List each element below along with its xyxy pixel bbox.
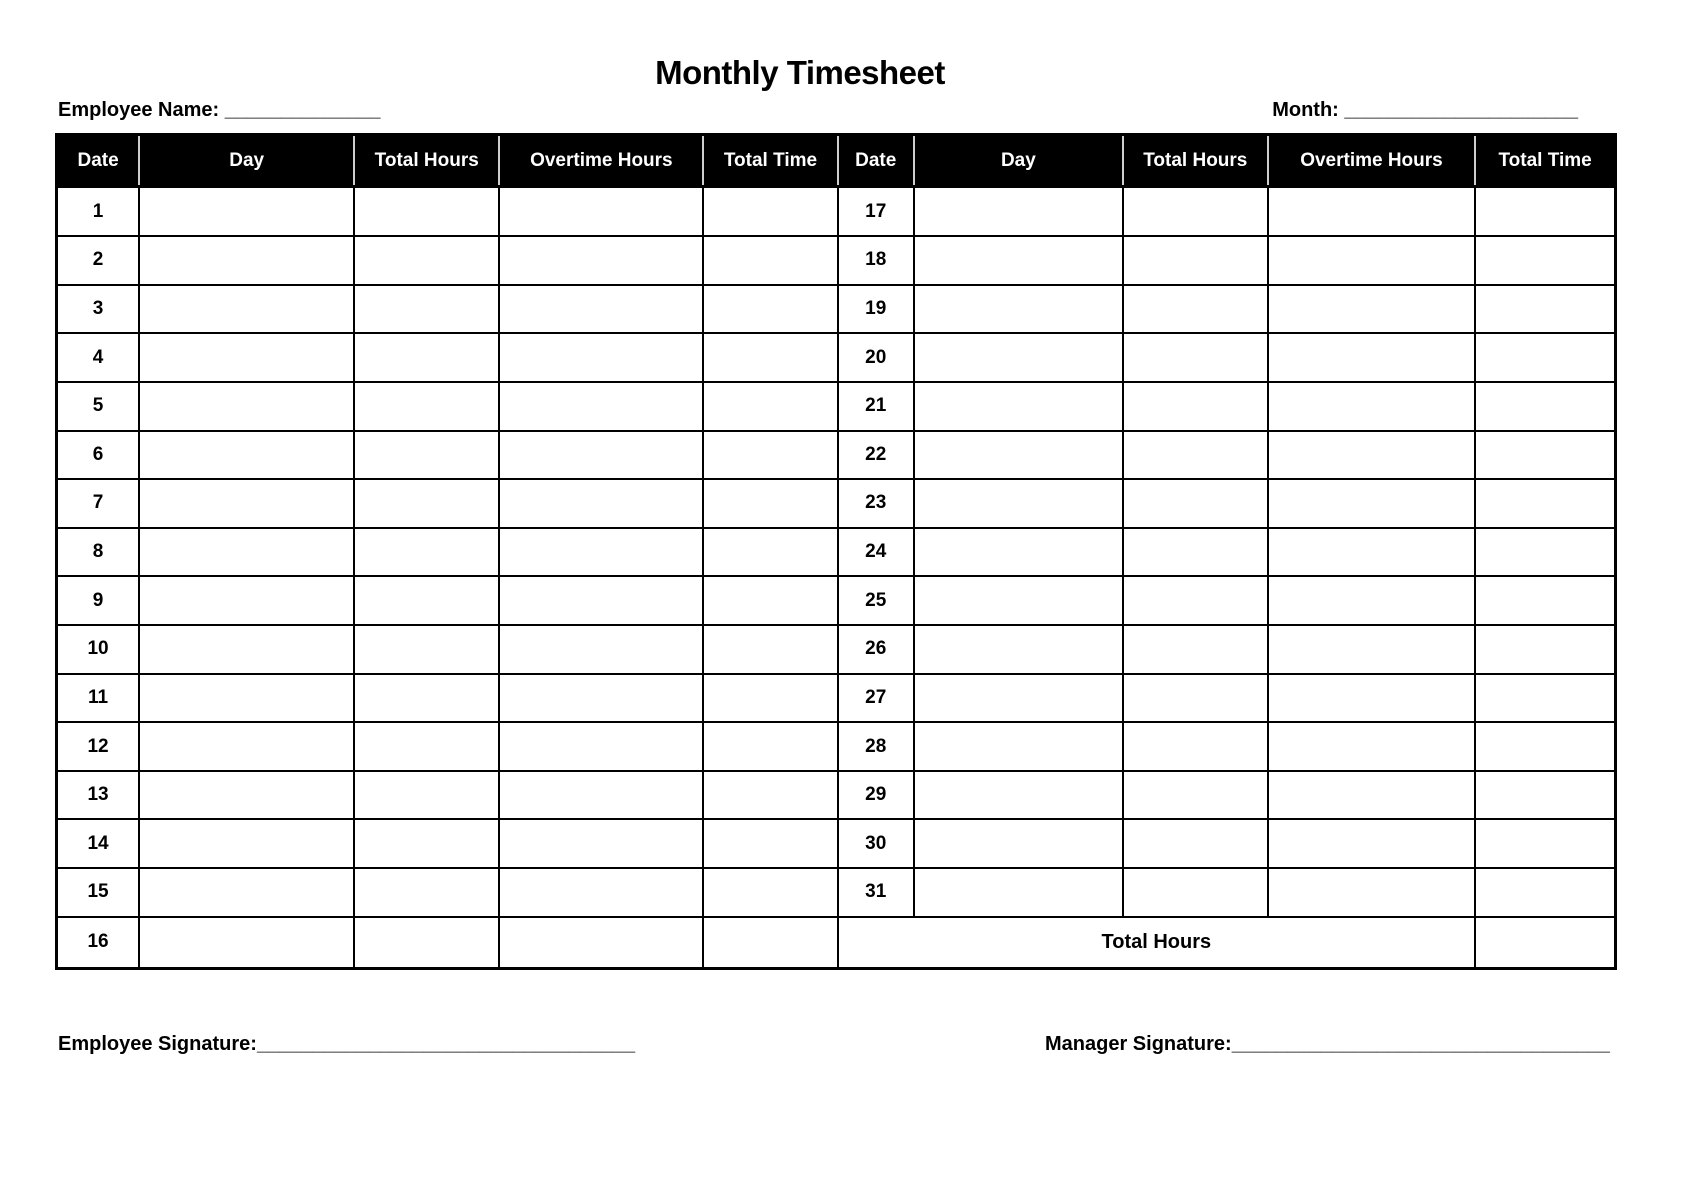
overtime-hours-cell xyxy=(499,917,703,969)
day-cell xyxy=(914,528,1123,577)
total-hours-cell xyxy=(1123,382,1268,431)
total-hours-cell xyxy=(1123,236,1268,285)
date-cell: 21 xyxy=(838,382,914,431)
overtime-hours-cell xyxy=(499,576,703,625)
date-cell: 2 xyxy=(57,236,140,285)
total-hours-cell xyxy=(354,236,499,285)
total-hours-cell xyxy=(1123,868,1268,917)
total-hours-cell xyxy=(1123,528,1268,577)
total-time-cell xyxy=(1475,333,1615,382)
table-row xyxy=(57,285,1616,334)
date-cell: 30 xyxy=(838,819,914,868)
overtime-hours-cell xyxy=(1268,625,1475,674)
day-cell xyxy=(139,528,354,577)
header-cell-day-right: Day xyxy=(914,135,1123,187)
total-hours-cell xyxy=(354,382,499,431)
table-row xyxy=(57,236,1616,285)
employee-signature-line: __________________________________ xyxy=(256,1033,636,1055)
overtime-hours-cell xyxy=(499,382,703,431)
timesheet-table xyxy=(55,133,1617,970)
date-cell: 23 xyxy=(838,479,914,528)
timesheet-body xyxy=(57,187,1616,969)
total-time-cell xyxy=(703,625,837,674)
header-cell-overtime-hours-right: Overtime Hours xyxy=(1268,135,1475,187)
total-hours-cell xyxy=(354,187,499,237)
overtime-hours-cell xyxy=(499,868,703,917)
day-cell xyxy=(139,868,354,917)
table-row xyxy=(57,479,1616,528)
overtime-hours-cell xyxy=(499,431,703,480)
table-row xyxy=(57,771,1616,820)
total-hours-cell xyxy=(354,479,499,528)
day-cell xyxy=(914,382,1123,431)
month-field xyxy=(1272,99,1578,122)
day-cell xyxy=(139,576,354,625)
employee-name-label: Employee Name: xyxy=(58,99,220,121)
total-hours-cell xyxy=(354,625,499,674)
date-cell: 29 xyxy=(838,771,914,820)
header-cell-total-hours-right: Total Hours xyxy=(1123,135,1268,187)
table-header xyxy=(57,135,1616,187)
total-hours-cell xyxy=(354,333,499,382)
day-cell xyxy=(914,868,1123,917)
table-row xyxy=(57,917,1616,969)
day-cell xyxy=(139,187,354,237)
total-time-cell xyxy=(703,236,837,285)
overtime-hours-cell xyxy=(1268,576,1475,625)
date-cell: 17 xyxy=(838,187,914,237)
total-time-cell xyxy=(1475,431,1615,480)
overtime-hours-cell xyxy=(1268,187,1475,237)
day-cell xyxy=(139,917,354,969)
overtime-hours-cell xyxy=(499,625,703,674)
total-time-cell xyxy=(1475,868,1615,917)
total-time-cell xyxy=(1475,674,1615,723)
day-cell xyxy=(914,236,1123,285)
date-cell: 5 xyxy=(57,382,140,431)
employee-signature-field xyxy=(58,1033,635,1056)
total-hours-cell xyxy=(354,674,499,723)
table-row xyxy=(57,431,1616,480)
table-row xyxy=(57,333,1616,382)
total-hours-cell xyxy=(1123,722,1268,771)
total-time-cell xyxy=(1475,771,1615,820)
day-cell xyxy=(914,722,1123,771)
month-blank: _____________________ xyxy=(1344,99,1578,121)
day-cell xyxy=(914,819,1123,868)
total-hours-cell xyxy=(1123,625,1268,674)
total-hours-label-cell: Total Hours xyxy=(838,917,1476,969)
manager-signature-label: Manager Signature: xyxy=(1045,1033,1232,1055)
total-hours-cell xyxy=(1123,333,1268,382)
day-cell xyxy=(139,479,354,528)
total-hours-cell xyxy=(1123,187,1268,237)
total-hours-cell xyxy=(354,771,499,820)
header-cell-date-left: Date xyxy=(57,135,140,187)
total-hours-cell xyxy=(354,819,499,868)
header-cell-date-right: Date xyxy=(838,135,914,187)
date-cell: 14 xyxy=(57,819,140,868)
total-hours-cell xyxy=(1123,674,1268,723)
day-cell xyxy=(139,431,354,480)
manager-signature-field xyxy=(1045,1033,1610,1056)
total-time-cell xyxy=(703,868,837,917)
total-time-cell xyxy=(703,674,837,723)
total-time-cell xyxy=(703,917,837,969)
overtime-hours-cell xyxy=(499,771,703,820)
total-time-cell xyxy=(1475,576,1615,625)
overtime-hours-cell xyxy=(1268,674,1475,723)
overtime-hours-cell xyxy=(1268,382,1475,431)
day-cell xyxy=(139,819,354,868)
total-hours-cell xyxy=(1123,479,1268,528)
table-row xyxy=(57,819,1616,868)
date-cell: 28 xyxy=(838,722,914,771)
overtime-hours-cell xyxy=(1268,431,1475,480)
date-cell: 24 xyxy=(838,528,914,577)
date-cell: 31 xyxy=(838,868,914,917)
header-row xyxy=(57,135,1616,187)
total-time-cell xyxy=(1475,479,1615,528)
day-cell xyxy=(914,576,1123,625)
total-time-cell xyxy=(703,285,837,334)
total-time-cell xyxy=(703,528,837,577)
day-cell xyxy=(914,479,1123,528)
date-cell: 13 xyxy=(57,771,140,820)
overtime-hours-cell xyxy=(499,819,703,868)
total-time-cell xyxy=(1475,819,1615,868)
overtime-hours-cell xyxy=(1268,722,1475,771)
header-cell-total-hours-left: Total Hours xyxy=(354,135,499,187)
day-cell xyxy=(139,722,354,771)
day-cell xyxy=(139,285,354,334)
total-time-cell xyxy=(1475,285,1615,334)
total-time-cell xyxy=(703,771,837,820)
day-cell xyxy=(139,236,354,285)
overtime-hours-cell xyxy=(1268,285,1475,334)
overtime-hours-cell xyxy=(1268,479,1475,528)
total-time-cell xyxy=(1475,187,1615,237)
date-cell: 3 xyxy=(57,285,140,334)
total-time-cell xyxy=(703,819,837,868)
overtime-hours-cell xyxy=(1268,333,1475,382)
total-hours-cell xyxy=(354,917,499,969)
date-cell: 12 xyxy=(57,722,140,771)
overtime-hours-cell xyxy=(499,187,703,237)
total-time-cell xyxy=(703,576,837,625)
overtime-hours-cell xyxy=(499,285,703,334)
date-cell: 26 xyxy=(838,625,914,674)
total-hours-value-cell xyxy=(1475,917,1615,969)
total-hours-cell xyxy=(1123,771,1268,820)
date-cell: 20 xyxy=(838,333,914,382)
overtime-hours-cell xyxy=(499,722,703,771)
date-cell: 19 xyxy=(838,285,914,334)
date-cell: 7 xyxy=(57,479,140,528)
employee-name-field xyxy=(58,99,380,122)
overtime-hours-cell xyxy=(1268,771,1475,820)
day-cell xyxy=(914,187,1123,237)
date-cell: 15 xyxy=(57,868,140,917)
date-cell: 27 xyxy=(838,674,914,723)
date-cell: 11 xyxy=(57,674,140,723)
date-cell: 18 xyxy=(838,236,914,285)
total-time-cell xyxy=(1475,382,1615,431)
total-time-cell xyxy=(1475,528,1615,577)
date-cell: 1 xyxy=(57,187,140,237)
overtime-hours-cell xyxy=(499,479,703,528)
total-time-cell xyxy=(703,382,837,431)
total-hours-cell xyxy=(354,722,499,771)
total-time-cell xyxy=(703,479,837,528)
total-time-cell xyxy=(1475,236,1615,285)
table-row xyxy=(57,722,1616,771)
overtime-hours-cell xyxy=(1268,236,1475,285)
date-cell: 9 xyxy=(57,576,140,625)
day-cell xyxy=(914,285,1123,334)
day-cell xyxy=(139,674,354,723)
table-row xyxy=(57,625,1616,674)
table-row xyxy=(57,674,1616,723)
month-label: Month: xyxy=(1272,99,1339,121)
day-cell xyxy=(914,771,1123,820)
total-hours-cell xyxy=(1123,431,1268,480)
header-cell-overtime-hours-left: Overtime Hours xyxy=(499,135,703,187)
header-cell-total-time-right: Total Time xyxy=(1475,135,1615,187)
date-cell: 16 xyxy=(57,917,140,969)
total-hours-cell xyxy=(354,528,499,577)
total-time-cell xyxy=(703,333,837,382)
header-cell-total-time-left: Total Time xyxy=(703,135,837,187)
total-hours-cell xyxy=(354,576,499,625)
day-cell xyxy=(914,333,1123,382)
total-time-cell xyxy=(703,722,837,771)
manager-signature-line: __________________________________ xyxy=(1231,1033,1610,1055)
table-row xyxy=(57,187,1616,237)
day-cell xyxy=(139,625,354,674)
overtime-hours-cell xyxy=(499,333,703,382)
date-cell: 10 xyxy=(57,625,140,674)
total-hours-cell xyxy=(1123,819,1268,868)
day-cell xyxy=(914,674,1123,723)
date-cell: 4 xyxy=(57,333,140,382)
table-row xyxy=(57,576,1616,625)
total-time-cell xyxy=(1475,625,1615,674)
total-time-cell xyxy=(1475,722,1615,771)
total-hours-cell xyxy=(1123,285,1268,334)
total-hours-cell xyxy=(354,285,499,334)
employee-signature-label: Employee Signature: xyxy=(58,1033,257,1055)
date-cell: 22 xyxy=(838,431,914,480)
total-hours-cell xyxy=(1123,576,1268,625)
total-hours-cell xyxy=(354,431,499,480)
total-time-cell xyxy=(703,431,837,480)
day-cell xyxy=(139,771,354,820)
day-cell xyxy=(139,382,354,431)
employee-name-blank: ______________ xyxy=(224,99,381,121)
table-row xyxy=(57,382,1616,431)
total-time-cell xyxy=(703,187,837,237)
overtime-hours-cell xyxy=(499,528,703,577)
table-row xyxy=(57,868,1616,917)
table-row xyxy=(57,528,1616,577)
overtime-hours-cell xyxy=(1268,819,1475,868)
header-cell-day-left: Day xyxy=(139,135,354,187)
day-cell xyxy=(139,333,354,382)
overtime-hours-cell xyxy=(1268,868,1475,917)
date-cell: 25 xyxy=(838,576,914,625)
overtime-hours-cell xyxy=(499,236,703,285)
day-cell xyxy=(914,431,1123,480)
date-cell: 8 xyxy=(57,528,140,577)
total-hours-cell xyxy=(354,868,499,917)
overtime-hours-cell xyxy=(1268,528,1475,577)
signature-section xyxy=(0,1033,1683,1073)
page-title: Monthly Timesheet xyxy=(655,54,945,91)
overtime-hours-cell xyxy=(499,674,703,723)
day-cell xyxy=(914,625,1123,674)
date-cell: 6 xyxy=(57,431,140,480)
